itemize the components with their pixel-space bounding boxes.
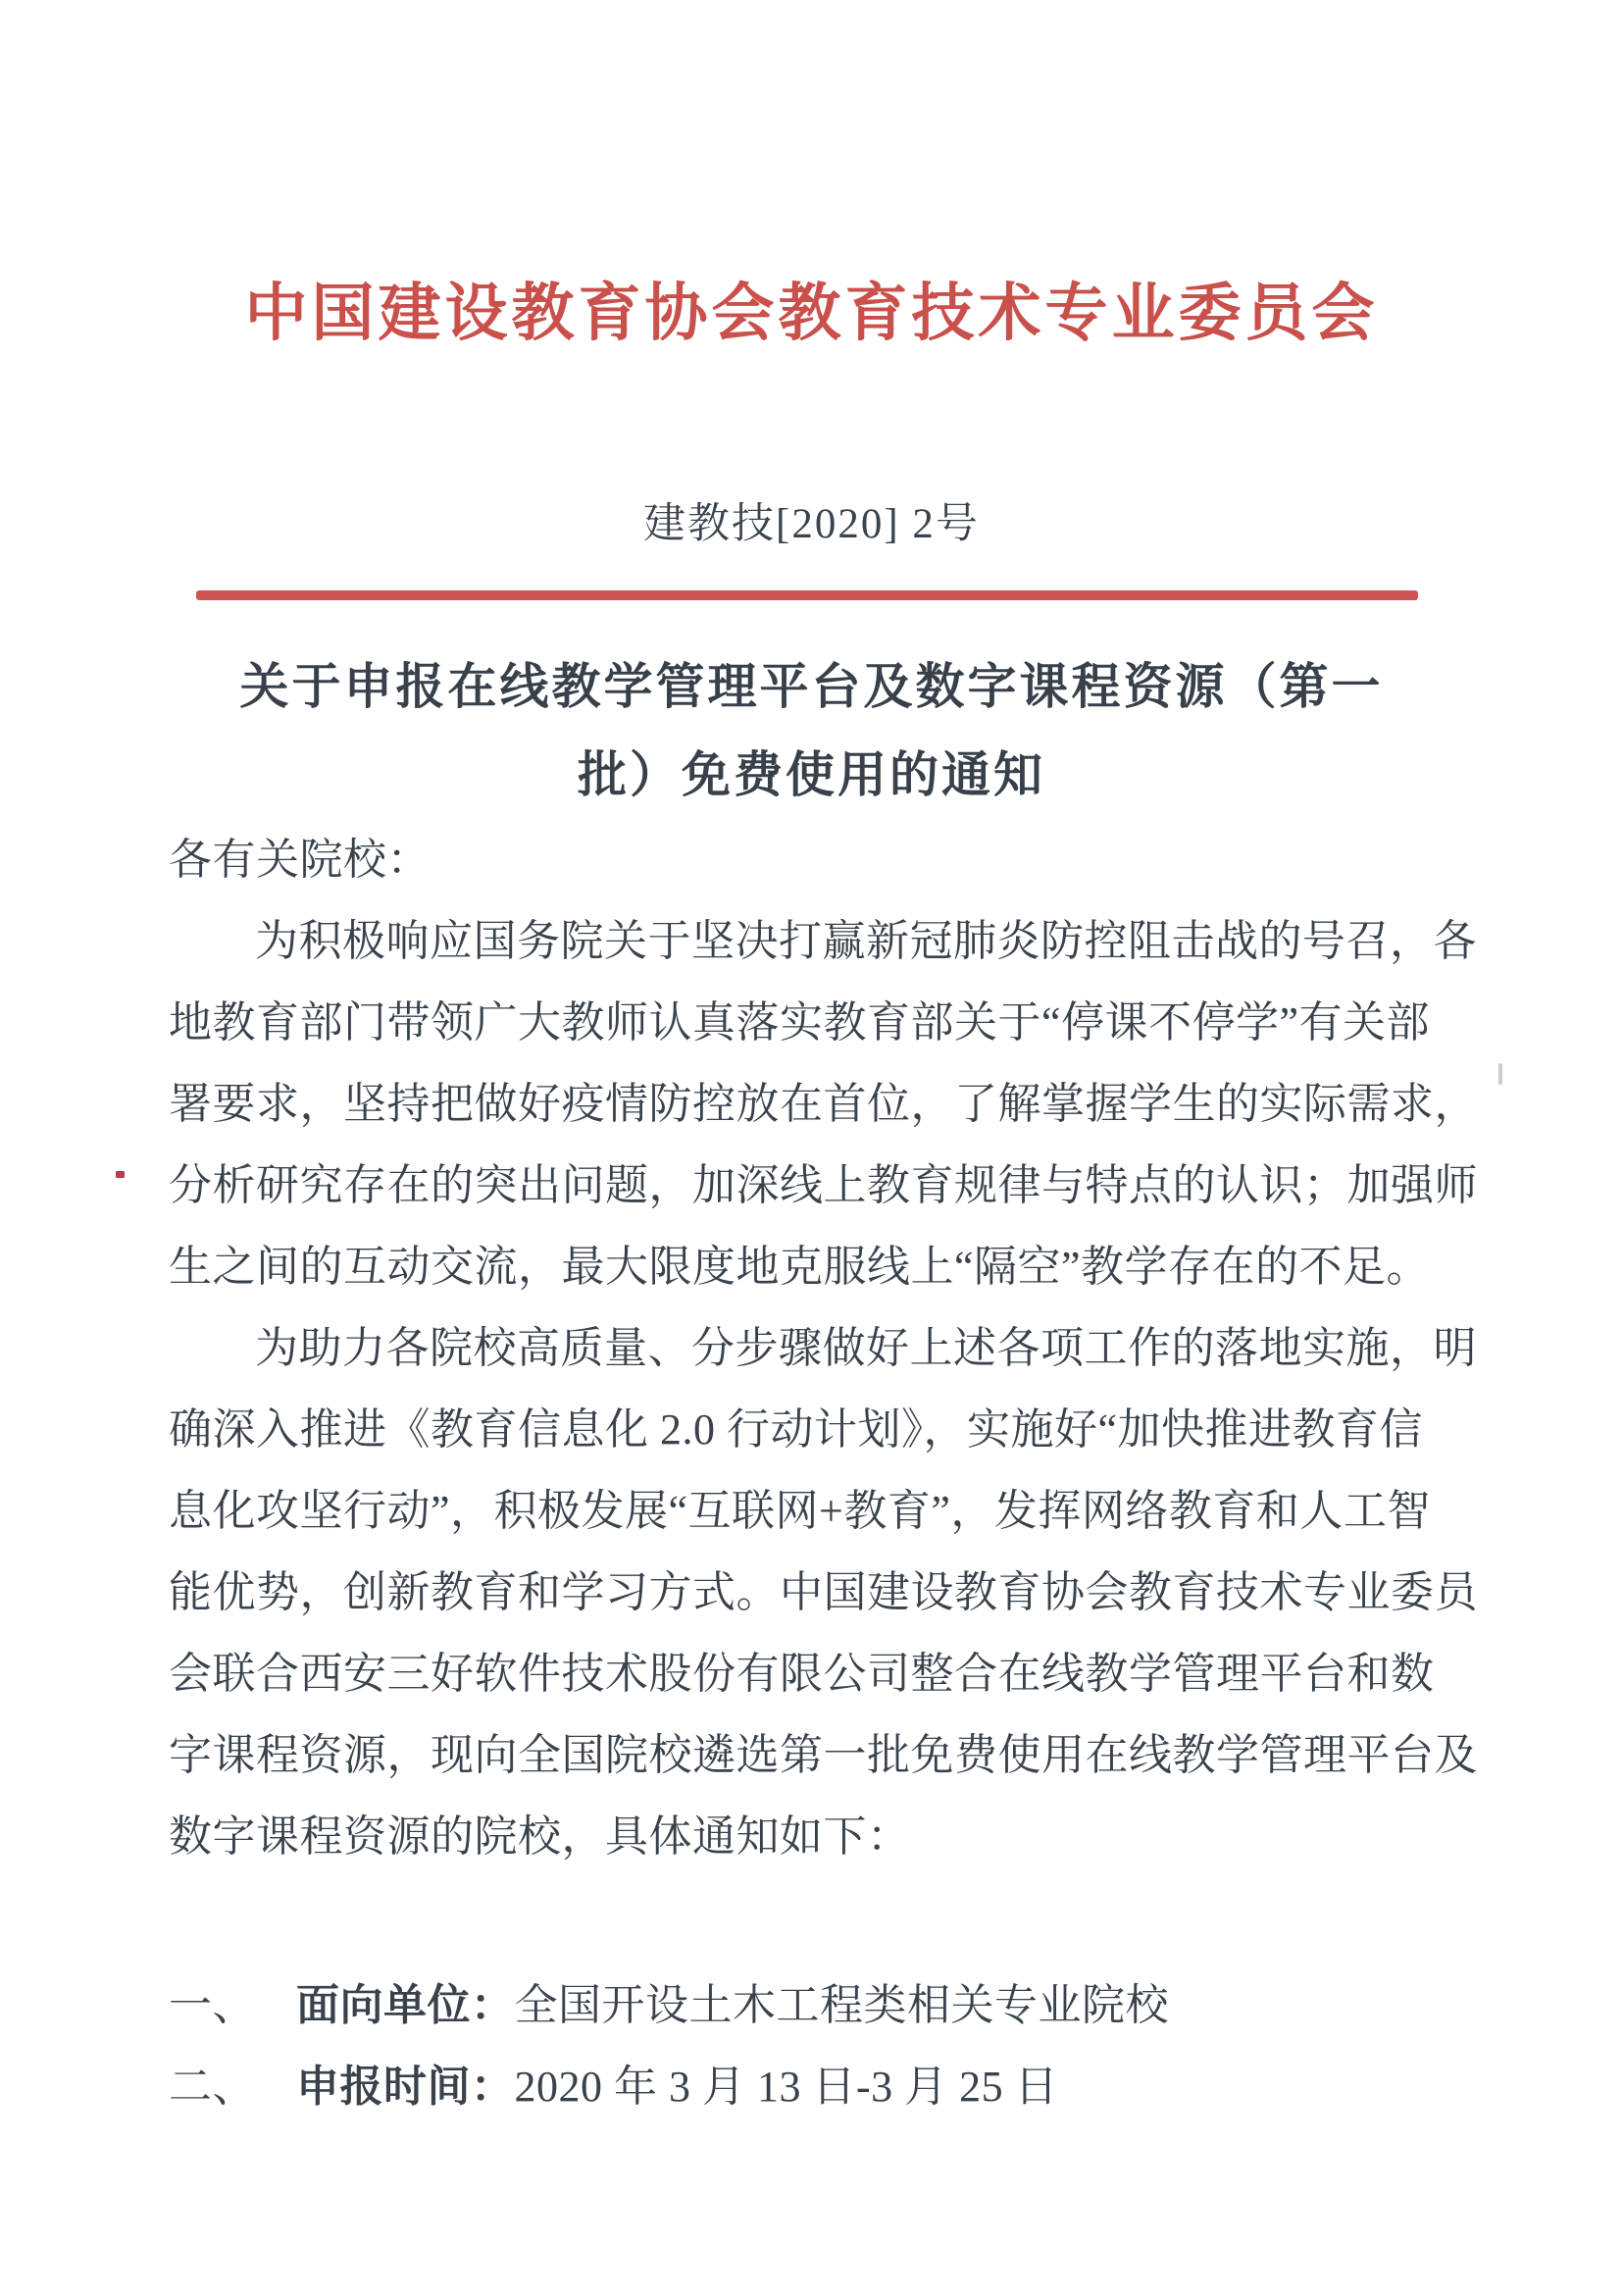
item-label: 面向单位： bbox=[296, 1981, 515, 2029]
paragraph2-line5: 会联合西安三好软件技术股份有限公司整合在线教学管理平台和数 bbox=[169, 1650, 1435, 1698]
paragraph2-line3: 息化攻坚行动”，积极发展“互联网+教育”，发挥网络教育和人工智 bbox=[169, 1487, 1431, 1535]
doc-number: 建教技[2020] 2号 bbox=[643, 501, 980, 547]
paragraph1-line4: 分析研究存在的突出问题，加深线上教育规律与特点的认识；加强师 bbox=[169, 1161, 1478, 1209]
item-number: 一、 bbox=[169, 1981, 256, 2029]
item-label: 申报时间： bbox=[296, 2063, 515, 2111]
paragraph1-line3: 署要求，坚持把做好疫情防控放在首位，了解掌握学生的实际需求， bbox=[169, 1080, 1478, 1128]
salutation: 各有关院校： bbox=[169, 836, 431, 884]
notice-title-line2: 批）免费使用的通知 bbox=[578, 747, 1045, 802]
paragraph1-line1: 为积极响应国务院关于坚决打赢新冠肺炎防控阻击战的号召，各 bbox=[255, 917, 1477, 965]
paragraph1-line2: 地教育部门带领广大教师认真落实教育部关于“停课不停学”有关部 bbox=[169, 998, 1431, 1046]
red-scan-speck bbox=[116, 1171, 125, 1178]
list-item-target-units bbox=[169, 1979, 1473, 2032]
gray-scan-speck bbox=[1498, 1063, 1502, 1085]
paragraph2-line2: 确深入推进《教育信息化 2.0 行动计划》，实施好“加快推进教育信 bbox=[169, 1405, 1424, 1454]
paragraph2-line4: 能优势，创新教育和学习方式。中国建设教育协会教育技术专业委员 bbox=[169, 1568, 1478, 1616]
paragraph2-line6: 字课程资源，现向全国院校遴选第一批免费使用在线教学管理平台及 bbox=[169, 1731, 1478, 1779]
list-item-application-period bbox=[169, 2061, 1473, 2114]
paragraph2-line7: 数字课程资源的院校，具体通知如下： bbox=[169, 1812, 911, 1861]
org-title: 中国建设教育协会教育技术专业委员会 bbox=[244, 279, 1379, 348]
notice-title-line1: 关于申报在线教学管理平台及数字课程资源（第一 bbox=[239, 659, 1384, 714]
item-value: 全国开设土木工程类相关专业院校 bbox=[514, 1981, 1169, 2029]
item-value: 2020 年 3 月 13 日-3 月 25 日 bbox=[514, 2063, 1059, 2111]
paragraph2-line1: 为助力各院校高质量、分步骤做好上述各项工作的落地实施，明 bbox=[255, 1324, 1477, 1372]
item-number: 二、 bbox=[169, 2063, 256, 2111]
paragraph1-line5: 生之间的互动交流，最大限度地克服线上“隔空”教学存在的不足。 bbox=[169, 1243, 1431, 1291]
red-separator-rule bbox=[196, 590, 1418, 600]
